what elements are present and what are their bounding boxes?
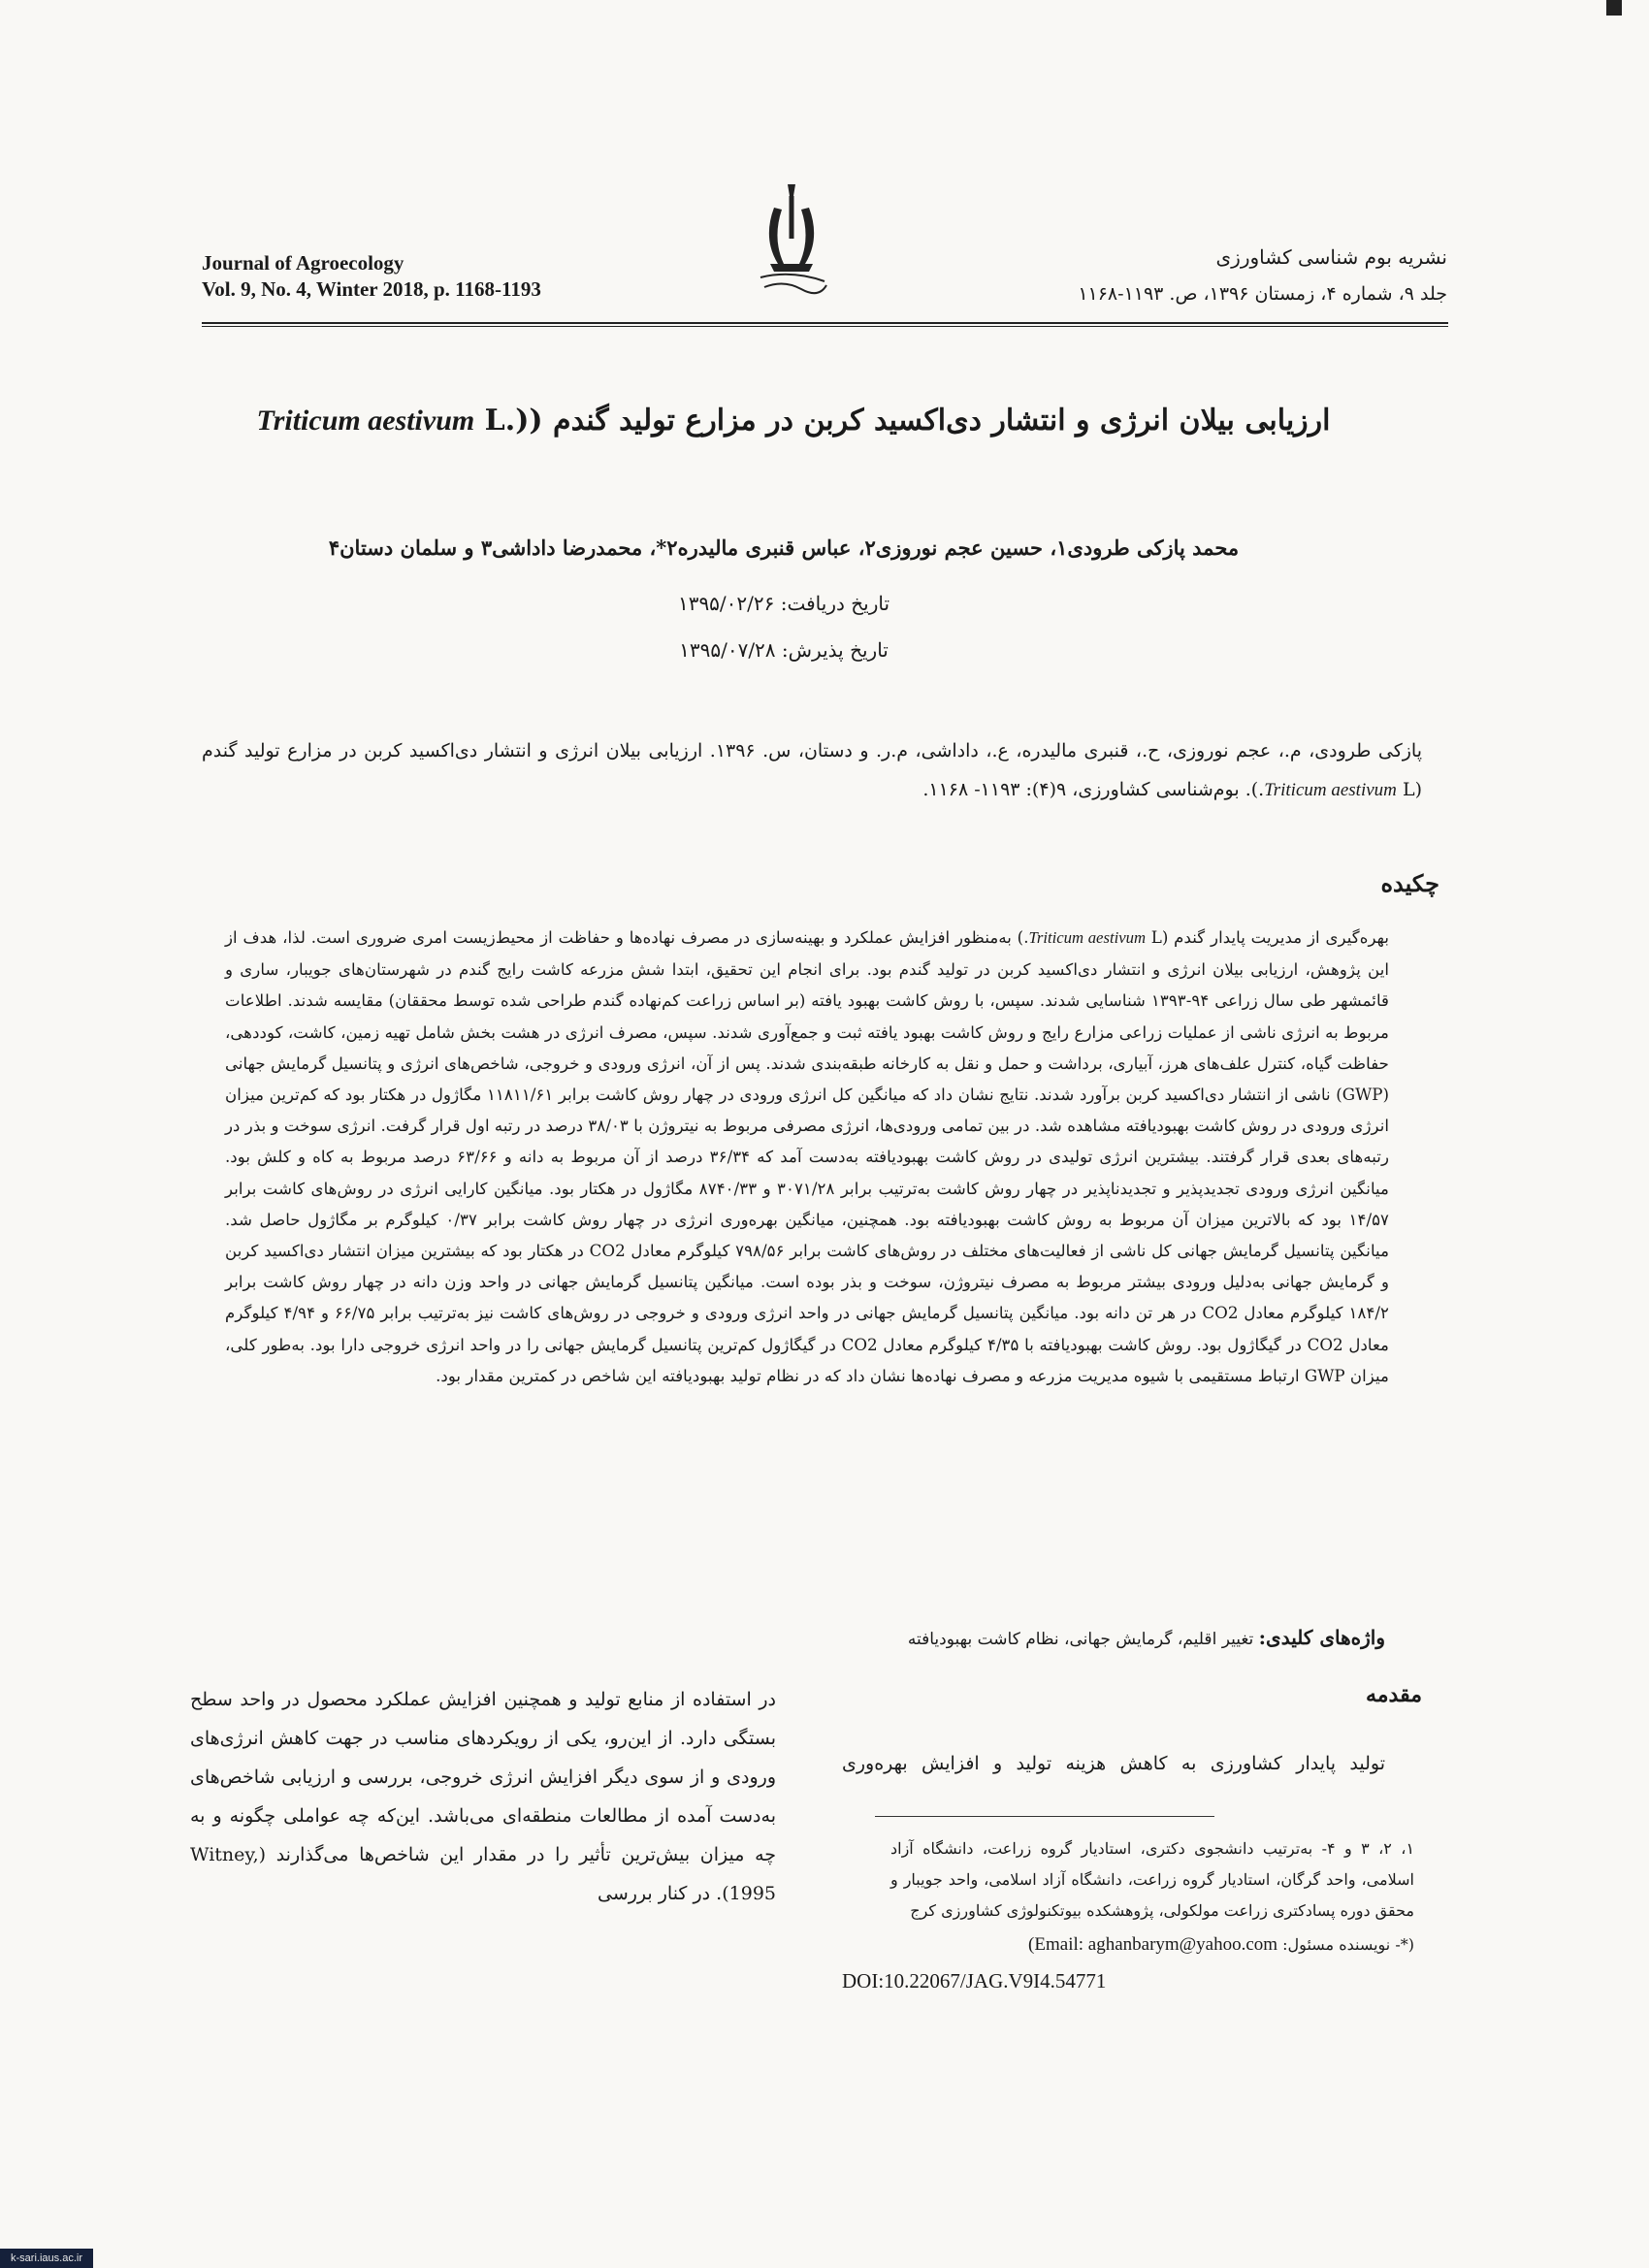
abstract-species: Triticum aestivum [1028,928,1147,947]
journal-volume-en: Vol. 9, No. 4, Winter 2018, p. 1168-1193 [202,277,541,301]
intro-right-column: تولید پایدار کشاورزی به کاهش هزینه تولید و افزایش بهره‌وری [842,1753,1385,1774]
watermark-label: k-sari.iaus.ac.ir [0,2249,93,2268]
abstract-text-2: L.) به‌منظور افزایش عملکرد و بهینه‌سازی در مصرف نهاده‌ها و حفاظت از محیط‌زیست امری ضروری است. لذا، هدف از این پژوهش، ارزیابی بیلان انرژی و انتشار دی‌اکسید کربن در تولید گندم بود. برای انجام این تحقیق، ابتدا شش مزرعه کاشت رایج گندم در شهرستان‌های جویبار، ساری و قائمشهر طی سال زراعی ۹۴-۱۳۹۳ شناسایی شدند. سپس، با روش کاشت بهبود یافته (بر اساس زراعت کم‌نهاده گندم طراحی شده توسط محققان) مقایسه شدند. اطلاعات مربوط به انرژی ناشی از عملیات زراعی مزارع رایج و روش کاشت بهبود یافته ثبت و جمع‌آوری شدند. سپس، مصرف انرژی در هشت بخش شامل تهیه زمین، کاشت، کوددهی، حفاظت گیاه، کنترل علف‌های هرز، آبیاری، برداشت و حمل و نقل به کارخانه طبقه‌بندی شدند. پس از آن، انرژی ورودی و خروجی، شاخص‌های انرژی و پتانسیل گرمایش جهانی (GWP) ناشی از انتشار دی‌اکسید کربن برآورد شدند. نتایج نشان داد که میانگین کل انرژی ورودی در چهار روش کاشت برابر ۱۱۸۱۱/۶۱ مگاژول در هکتار بود که کم‌ترین میزان انرژی ورودی در روش کاشت بهبودیافته مشاهده شد. در بین تمامی ورودی‌ها، انرژی مصرفی مربوط به نیتروژن با ۳۸/۰۳ درصد در رتبه اول قرار گرفت. انرژی سوخت و بذر در رتبه‌های بعدی قرار گرفتند. بیشترین انرژی تولیدی در روش کاشت بهبودیافته به‌دست آمد که ۳۶/۳۴ درصد از آن مربوط به دانه و ۶۳/۶۶ درصد مربوط به کاه و کلش بود. میانگین انرژی ورودی تجدیدپذیر و تجدیدناپذیر در چهار روش کاشت به‌ترتیب برابر ۳۰۷۱/۲۸ و ۸۷۴۰/۳۳ مگاژول در هکتار بود. میانگین کارایی انرژی در روش‌های کاشت برابر ۱۴/۵۷ بود که بالاترین میزان آن مربوط به روش کاشت بهبودیافته بود. همچنین، میانگین بهره‌وری انرژی در چهار روش کاشت برابر ۰/۳۷ کیلوگرم بر مگاژول حاصل شد. میانگین پتانسیل گرمایش جهانی کل ناشی از فعالیت‌های مختلف در روش‌های کاشت برابر ۷۹۸/۵۶ کیلوگرم معادل CO2 در هکتار بود که بیشترین میزان انتشار دی‌اکسید کربن و گرمایش جهانی به‌دلیل ورودی بیشتر مربوط به مصرف نیتروژن، سوخت و بذر بوده است. میانگین پتانسیل گرمایش جهانی در واحد وزن دانه در چهار روش کاشت برابر ۱۸۴/۲ کیلوگرم معادل CO2 در هر تن دانه بود. میانگین پتانسیل گرمایش جهانی در واحد انرژی ورودی و خروجی در روش‌های کاشت نیز به‌ترتیب برابر ۶۶/۷۵ و ۴/۹۴ کیلوگرم معادل CO2 در گیگاژول بود. روش کاشت بهبودیافته با ۴/۳۵ کیلوگرم معادل CO2 در گیگاژول کم‌ترین پتانسیل گرمایش جهانی را در واحد انرژی خروجی دارا بود. به‌طور کلی، میزان GWP ارتباط مستقیمی با شیوه مدیریت مزرعه و مصرف نهاده‌ها نشان داد که در نظام تولید بهبودیافته این شاخص در کمترین مقدار بود. [225,927,1390,1385]
article-authors: محمد پازکی طرودی۱، حسین عجم نوروزی۲، عباس قنبری مالیدره۲*، محمدرضا داداشی۳ و سلمان دستان۴ [328,535,1240,560]
intro-left-column: در استفاده از منابع تولید و همچنین افزایش عملکرد محصول در واحد سطح بستگی دارد. از این‌رو، یکی از رویکردهای مناسب در جهت کاهش انرژی‌های ورودی و از سوی دیگر افزایش انرژی خروجی، بررسی و ارزیابی شاخص‌های به‌دست آمده از مطالعات منطقه‌ای می‌باشد. این‌که چه عواملی چگونه و به چه میزان بیش‌ترین تأثیر را در مقدار این شاخص‌ها می‌گذارند (Witney, 1995). در کنار بررسی [190,1689,776,1904]
journal-name-fa: نشریه بوم شناسی کشاورزی [1215,245,1447,269]
citation-tail: L.). بوم‌شناسی کشاورزی، ۹(۴): ۱۱۹۳- ۱۱۶۸. [922,779,1415,800]
abstract-heading: چکیده [1380,869,1439,897]
journal-info-en [202,250,619,303]
title-fa: ارزیابی بیلان انرژی و انتشار دی‌اکسید کربن در مزارع تولید گندم ( [529,404,1331,437]
journal-info-fa [1001,239,1447,312]
abstract-body [225,922,1389,1391]
corresponding-email [890,1934,1414,1956]
corresponding-label: (*- نویسنده مسئول: [1277,1935,1414,1954]
logo-emblem-icon [745,180,838,301]
header-divider [202,322,1448,324]
affiliation-footnote: ۱، ۲، ۳ و ۴- به‌ترتیب دانشجوی دکتری، استادیار گروه زراعت، دانشگاه آزاد اسلامی، واحد گرگان، استادیار گروه زراعت، دانشگاه آزاد اسلامی، واحد جویبار و محقق دوره پسادکتری زراعت مولکولی، پژوهشکده بیوتکنولوژی کشاورزی کرج [890,1839,1415,1920]
keywords-text: تغییر اقلیم، گرمایش جهانی، نظام کاشت بهبودیافته [907,1630,1259,1649]
received-date: تاریخ دریافت: ۱۳۹۵/۰۲/۲۶ [677,592,890,615]
keywords [415,1626,1385,1649]
footnote-divider [875,1816,1214,1817]
header-divider-thin [202,326,1448,327]
article-title [202,404,1385,437]
keywords-label: واژه‌های کلیدی: [1258,1626,1385,1649]
university-logo [745,180,838,301]
title-species-tail: L.) [474,404,530,437]
intro-heading: مقدمه [1365,1682,1422,1707]
accepted-date: تاریخ پذیرش: ۱۳۹۵/۰۷/۲۸ [679,638,889,662]
corner-mark [1606,0,1622,16]
citation-species: Triticum aestivum [1264,780,1397,800]
title-species: Triticum aestivum [256,405,475,437]
abstract-text-1: بهره‌گیری از مدیریت پایدار گندم ( [1161,927,1389,947]
citation-text: پازکی طرودی، م.، عجم نوروزی، ح.، قنبری مالیدره، ع.، داداشی، م.ر. و دستان، س. ۱۳۹۶. ارزیابی بیلان انرژی و انتشار دی‌اکسید کربن در مزارع تولید گندم ( [202,740,1422,800]
journal-volume-fa: جلد ۹، شماره ۴، زمستان ۱۳۹۶، ص. ۱۱۹۳-۱۱۶۸ [1078,283,1447,305]
journal-name-en: Journal of Agroecology [202,251,404,275]
email-address: Email: aghanbarym@yahoo.com) [1028,1934,1278,1955]
doi: DOI:10.22067/JAG.V9I4.54771 [842,1969,1107,1993]
citation [202,731,1422,810]
